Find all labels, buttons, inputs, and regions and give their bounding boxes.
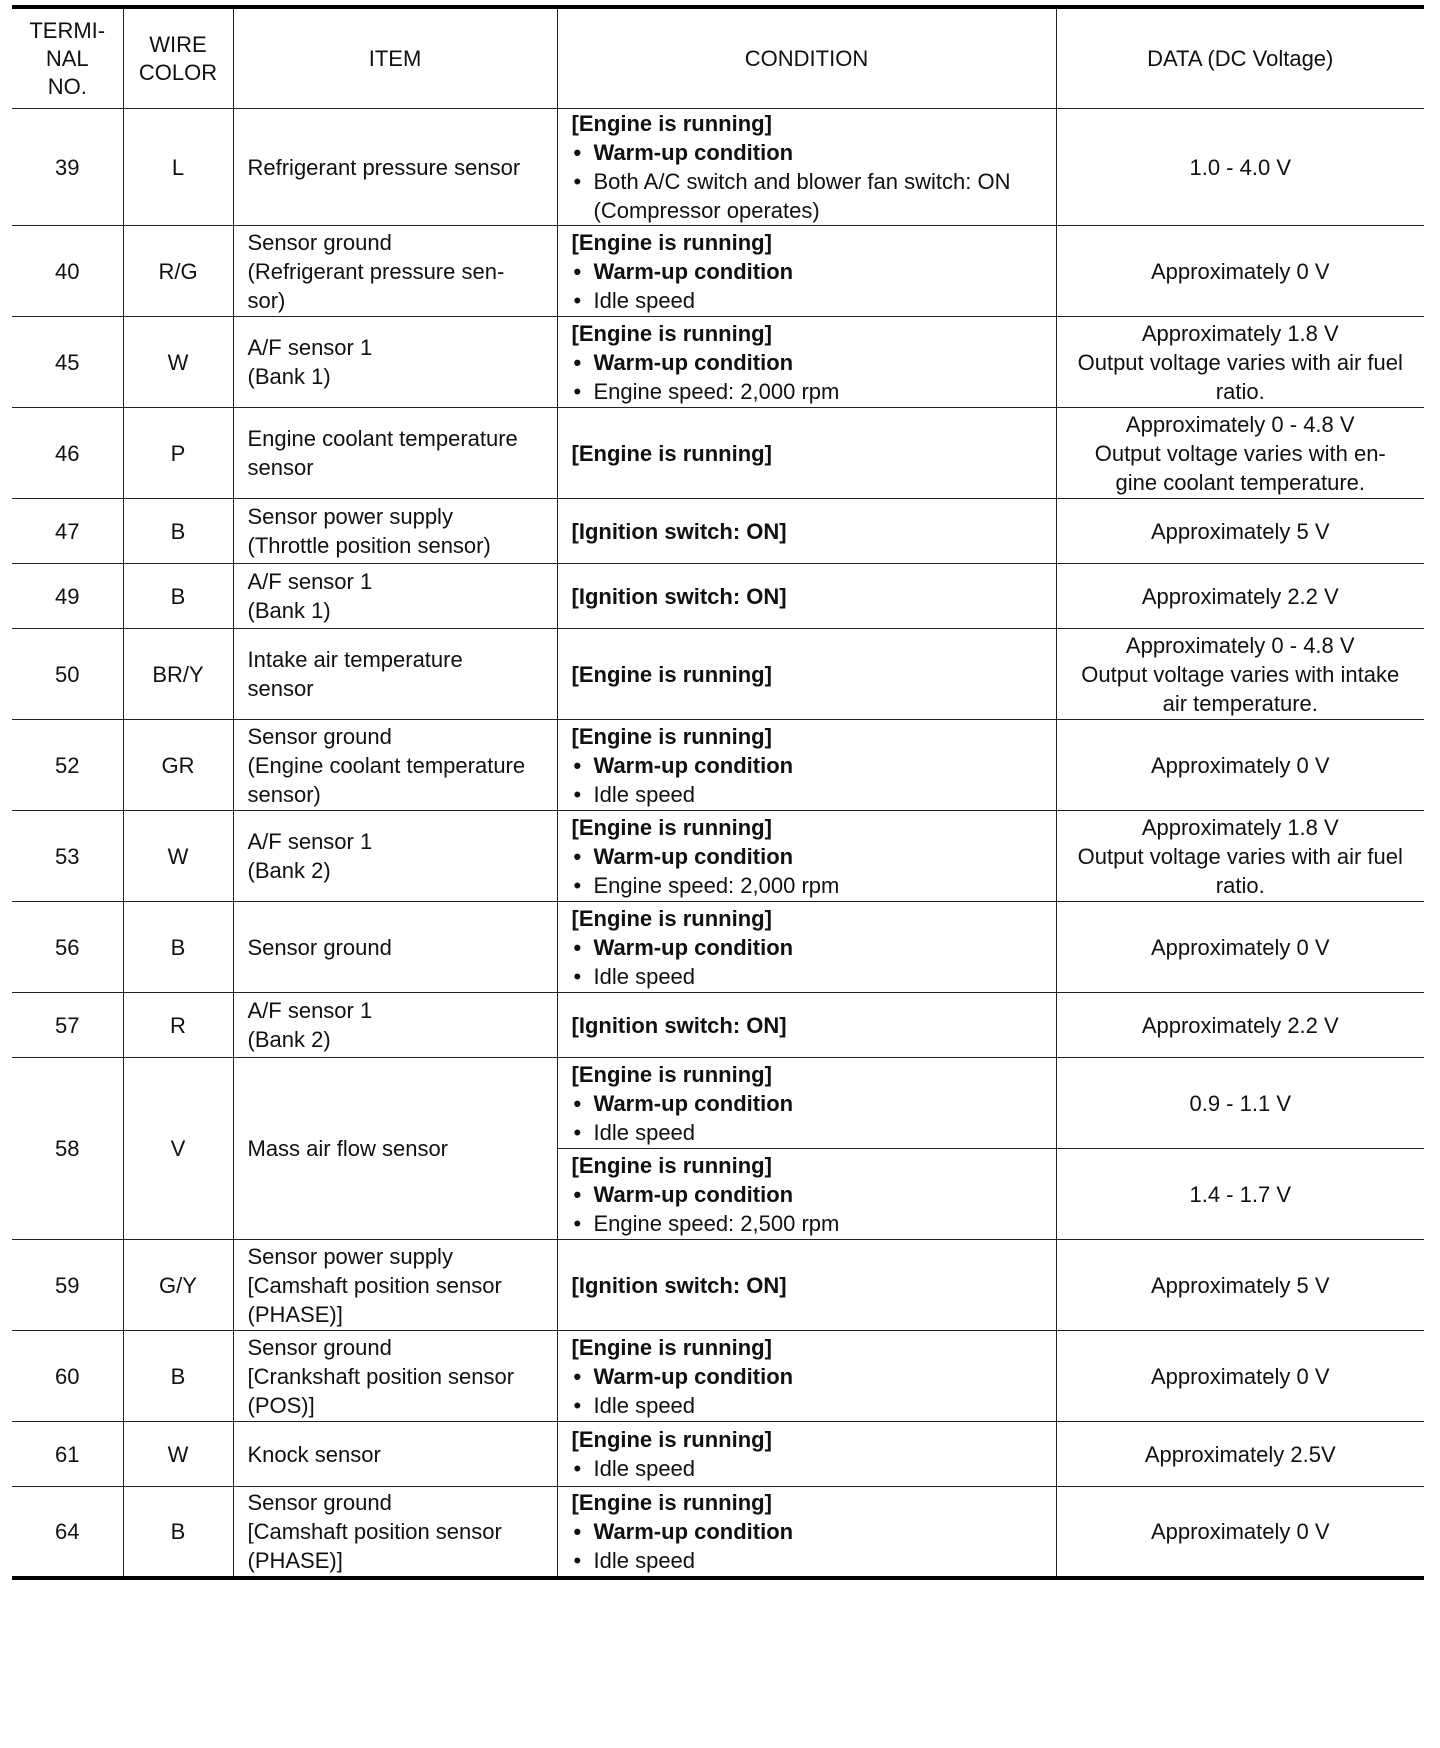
condition-heading: [Engine is running] — [571, 229, 772, 255]
item-line: (Engine coolant temperature — [247, 752, 526, 778]
item-line: (PHASE)] — [247, 1301, 343, 1327]
item-line: (Bank 1) — [247, 364, 331, 389]
data-line: Output voltage varies with intake — [1081, 661, 1400, 687]
condition-heading: [Engine is running] — [571, 1427, 772, 1452]
item-cell — [233, 408, 557, 499]
condition-bullet: • Both A/C switch and blower fan switch: ON (Compressor operates) — [572, 167, 1050, 225]
wire-color-cell: G/Y — [123, 1240, 233, 1331]
condition-cell — [557, 720, 1056, 811]
terminal-number-cell: 47 — [12, 499, 123, 564]
data-line: Approximately 5 V — [1150, 1272, 1330, 1298]
item-line: sensor) — [247, 781, 321, 807]
data-line: Approximately 0 V — [1150, 258, 1330, 284]
item-line: Sensor ground — [247, 229, 392, 255]
condition-cell — [557, 993, 1056, 1058]
table-row — [12, 902, 1424, 993]
item-line: (Refrigerant pressure sen- — [247, 258, 505, 284]
data-line: Approximately 1.8 V — [1141, 320, 1339, 346]
condition-heading: [Engine is running] — [571, 111, 772, 136]
condition-heading: [Engine is running] — [571, 661, 772, 687]
condition-heading: [Engine is running] — [571, 1061, 772, 1087]
item-line: Intake air temperature — [247, 647, 463, 672]
wire-color-cell: GR — [123, 720, 233, 811]
item-line: Mass air flow sensor — [247, 1136, 449, 1161]
data-line: gine coolant temperature. — [1115, 469, 1365, 495]
condition-cell — [557, 1149, 1056, 1240]
item-cell — [233, 902, 557, 993]
wire-color-cell: R — [123, 993, 233, 1058]
data-line: Output voltage varies with air fuel — [1077, 349, 1403, 375]
table-row — [12, 629, 1424, 720]
condition-bullet: • Warm-up condition — [572, 257, 1050, 286]
condition-bullet: • Idle speed — [572, 780, 1050, 809]
data-line: air temperature. — [1162, 690, 1318, 716]
condition-bullet: • Idle speed — [572, 286, 1050, 315]
ecm-terminal-table-sheet — [12, 5, 1424, 1580]
condition-bullet-list — [572, 842, 1050, 900]
item-line: Sensor power supply — [247, 504, 453, 529]
condition-bullet: • Idle speed — [572, 1546, 1050, 1575]
table-row — [12, 499, 1424, 564]
condition-bullet: • Engine speed: 2,000 rpm — [572, 871, 1050, 900]
item-line: [Camshaft position sensor — [247, 1272, 502, 1298]
item-cell — [233, 317, 557, 408]
item-line: Sensor ground — [247, 723, 392, 749]
condition-cell — [557, 317, 1056, 408]
data-line: Output voltage varies with en- — [1094, 440, 1386, 466]
condition-bullet-list — [572, 348, 1050, 406]
table-header — [12, 7, 1424, 109]
condition-cell — [557, 109, 1056, 226]
condition-bullet: • Warm-up condition — [572, 751, 1050, 780]
data-line: 0.9 - 1.1 V — [1189, 1090, 1291, 1116]
data-voltage-cell — [1056, 720, 1424, 811]
condition-cell — [557, 1058, 1056, 1149]
condition-cell — [557, 629, 1056, 720]
data-line: Approximately 0 V — [1150, 1518, 1330, 1544]
terminal-number-cell: 56 — [12, 902, 123, 993]
data-voltage-cell — [1056, 1149, 1424, 1240]
data-voltage-cell — [1056, 1422, 1424, 1487]
item-cell — [233, 993, 557, 1058]
item-line: A/F sensor 1 — [247, 998, 373, 1023]
header-terminal-line: TERMI- — [29, 17, 106, 43]
data-line: Approximately 1.8 V — [1141, 814, 1339, 840]
item-cell — [233, 109, 557, 226]
item-cell — [233, 1422, 557, 1487]
condition-bullet-list — [572, 1180, 1050, 1238]
terminal-number-cell: 60 — [12, 1331, 123, 1422]
wire-color-cell: B — [123, 902, 233, 993]
condition-heading: [Engine is running] — [571, 905, 772, 931]
condition-cell — [557, 1331, 1056, 1422]
condition-cell — [557, 499, 1056, 564]
table-row — [12, 564, 1424, 629]
terminal-number-cell: 53 — [12, 811, 123, 902]
condition-bullet-list — [572, 1362, 1050, 1420]
table-row — [12, 109, 1424, 226]
data-voltage-cell — [1056, 109, 1424, 226]
terminal-number-cell: 46 — [12, 408, 123, 499]
item-line: A/F sensor 1 — [247, 569, 373, 594]
condition-bullet: • Warm-up condition — [572, 138, 1050, 167]
item-cell — [233, 720, 557, 811]
item-cell — [233, 1487, 557, 1578]
condition-bullet: • Idle speed — [572, 1454, 1050, 1483]
ecm-terminal-table — [12, 5, 1424, 1580]
condition-heading: [Ignition switch: ON] — [571, 1012, 787, 1038]
item-cell — [233, 1331, 557, 1422]
data-line: Approximately 2.2 V — [1141, 1012, 1339, 1038]
condition-bullet: • Idle speed — [572, 1391, 1050, 1420]
wire-color-cell: W — [123, 811, 233, 902]
data-voltage-cell — [1056, 629, 1424, 720]
condition-cell — [557, 408, 1056, 499]
item-line: Sensor ground — [247, 1334, 392, 1360]
condition-bullet: • Idle speed — [572, 1118, 1050, 1147]
item-line: [Crankshaft position sensor — [247, 1363, 515, 1389]
data-line: ratio. — [1215, 872, 1265, 898]
condition-bullet-list — [572, 1454, 1050, 1483]
condition-bullet-list — [572, 1517, 1050, 1575]
wire-color-cell: B — [123, 564, 233, 629]
terminal-number-cell: 61 — [12, 1422, 123, 1487]
condition-cell — [557, 1487, 1056, 1578]
table-row — [12, 226, 1424, 317]
data-voltage-cell — [1056, 811, 1424, 902]
condition-cell — [557, 902, 1056, 993]
data-line: Approximately 0 - 4.8 V — [1125, 632, 1355, 658]
data-line: Approximately 2.5V — [1144, 1441, 1336, 1467]
condition-bullet-list — [572, 751, 1050, 809]
header-item: ITEM — [233, 7, 557, 109]
condition-bullet-list — [572, 138, 1050, 225]
header-terminal-line: NO. — [47, 73, 87, 99]
wire-color-cell: P — [123, 408, 233, 499]
item-line: A/F sensor 1 — [247, 335, 373, 360]
terminal-number-cell: 49 — [12, 564, 123, 629]
condition-cell — [557, 1422, 1056, 1487]
item-line: [Camshaft position sensor — [247, 1518, 502, 1544]
data-line: Approximately 0 V — [1150, 934, 1330, 960]
header-row — [12, 7, 1424, 109]
terminal-number-cell: 52 — [12, 720, 123, 811]
item-line: Refrigerant pressure sensor — [247, 154, 521, 180]
item-line: sensor — [247, 455, 314, 480]
condition-bullet: • Warm-up condition — [572, 1517, 1050, 1546]
table-row — [12, 811, 1424, 902]
terminal-number-cell: 39 — [12, 109, 123, 226]
wire-color-cell: BR/Y — [123, 629, 233, 720]
item-line: (Bank 2) — [247, 1027, 331, 1052]
item-cell — [233, 629, 557, 720]
wire-color-cell: W — [123, 317, 233, 408]
table-row — [12, 993, 1424, 1058]
header-wire-line: WIRE — [149, 31, 207, 57]
data-voltage-cell — [1056, 408, 1424, 499]
wire-color-cell: R/G — [123, 226, 233, 317]
table-row — [12, 1058, 1424, 1149]
condition-bullet-list — [572, 1089, 1050, 1147]
data-line: Approximately 5 V — [1150, 518, 1330, 544]
condition-heading: [Ignition switch: ON] — [571, 518, 787, 544]
condition-heading: [Engine is running] — [571, 320, 772, 346]
condition-bullet: • Engine speed: 2,000 rpm — [572, 377, 1050, 406]
terminal-number-cell: 50 — [12, 629, 123, 720]
wire-color-cell: L — [123, 109, 233, 226]
item-line: (Throttle position sensor) — [247, 533, 491, 558]
terminal-number-cell: 40 — [12, 226, 123, 317]
wire-color-cell: V — [123, 1058, 233, 1240]
condition-cell — [557, 811, 1056, 902]
table-row — [12, 317, 1424, 408]
item-cell — [233, 1240, 557, 1331]
condition-bullet: • Warm-up condition — [572, 1089, 1050, 1118]
item-line: Sensor ground — [247, 934, 392, 960]
table-body — [12, 109, 1424, 1578]
data-voltage-cell — [1056, 1240, 1424, 1331]
data-voltage-cell — [1056, 902, 1424, 993]
condition-cell — [557, 226, 1056, 317]
item-line: Sensor power supply — [247, 1243, 453, 1269]
item-line: (PHASE)] — [247, 1547, 343, 1573]
condition-heading: [Engine is running] — [571, 1334, 772, 1360]
data-line: 1.4 - 1.7 V — [1189, 1181, 1291, 1207]
condition-bullet: • Idle speed — [572, 962, 1050, 991]
table-row — [12, 1331, 1424, 1422]
data-line: 1.0 - 4.0 V — [1189, 154, 1291, 180]
table-row — [12, 1487, 1424, 1578]
data-line: Approximately 0 V — [1150, 752, 1330, 778]
item-cell — [233, 499, 557, 564]
header-wire-color — [123, 7, 233, 109]
condition-bullet: • Warm-up condition — [572, 933, 1050, 962]
header-condition: CONDITION — [557, 7, 1056, 109]
data-voltage-cell — [1056, 499, 1424, 564]
item-line: Knock sensor — [247, 1441, 381, 1467]
terminal-number-cell: 59 — [12, 1240, 123, 1331]
item-line: A/F sensor 1 — [247, 829, 373, 854]
table-row — [12, 1240, 1424, 1331]
wire-color-cell: B — [123, 499, 233, 564]
wire-color-cell: B — [123, 1487, 233, 1578]
condition-bullet: • Warm-up condition — [572, 1180, 1050, 1209]
header-data: DATA (DC Voltage) — [1056, 7, 1424, 109]
header-terminal-no — [12, 7, 123, 109]
condition-heading: [Engine is running] — [571, 440, 772, 466]
condition-heading: [Ignition switch: ON] — [571, 583, 787, 609]
table-row — [12, 720, 1424, 811]
data-line: Approximately 0 V — [1150, 1363, 1330, 1389]
condition-bullet: • Warm-up condition — [572, 842, 1050, 871]
wire-color-cell: W — [123, 1422, 233, 1487]
item-line: sor) — [247, 287, 286, 313]
data-voltage-cell — [1056, 993, 1424, 1058]
terminal-number-cell: 64 — [12, 1487, 123, 1578]
condition-bullet-list — [572, 933, 1050, 991]
data-voltage-cell — [1056, 1331, 1424, 1422]
data-line: Approximately 0 - 4.8 V — [1125, 411, 1355, 437]
condition-cell — [557, 564, 1056, 629]
data-line: Output voltage varies with air fuel — [1077, 843, 1403, 869]
data-voltage-cell — [1056, 1487, 1424, 1578]
header-terminal-line: NAL — [45, 45, 89, 71]
item-line: Engine coolant temperature — [247, 426, 518, 451]
item-cell — [233, 226, 557, 317]
wire-color-cell: B — [123, 1331, 233, 1422]
item-line: Sensor ground — [247, 1489, 392, 1515]
data-voltage-cell — [1056, 226, 1424, 317]
terminal-number-cell: 58 — [12, 1058, 123, 1240]
condition-bullet: • Warm-up condition — [572, 1362, 1050, 1391]
condition-heading: [Engine is running] — [571, 723, 772, 749]
condition-heading: [Engine is running] — [571, 1489, 772, 1515]
terminal-number-cell: 45 — [12, 317, 123, 408]
condition-cell — [557, 1240, 1056, 1331]
condition-heading: [Engine is running] — [571, 814, 772, 840]
condition-heading: [Engine is running] — [571, 1152, 772, 1178]
condition-bullet: • Engine speed: 2,500 rpm — [572, 1209, 1050, 1238]
condition-bullet: • Warm-up condition — [572, 348, 1050, 377]
item-cell — [233, 1058, 557, 1240]
item-line: sensor — [247, 676, 314, 701]
table-row — [12, 1422, 1424, 1487]
item-line: (Bank 1) — [247, 598, 331, 623]
data-line: Approximately 2.2 V — [1141, 583, 1339, 609]
item-line: (Bank 2) — [247, 858, 331, 883]
table-row — [12, 408, 1424, 499]
header-wire-line: COLOR — [138, 59, 218, 85]
condition-bullet-list — [572, 257, 1050, 315]
item-cell — [233, 811, 557, 902]
data-voltage-cell — [1056, 317, 1424, 408]
item-cell — [233, 564, 557, 629]
data-voltage-cell — [1056, 1058, 1424, 1149]
condition-heading: [Ignition switch: ON] — [571, 1272, 787, 1298]
data-voltage-cell — [1056, 564, 1424, 629]
item-line: (POS)] — [247, 1392, 315, 1418]
data-line: ratio. — [1215, 378, 1265, 404]
terminal-number-cell: 57 — [12, 993, 123, 1058]
